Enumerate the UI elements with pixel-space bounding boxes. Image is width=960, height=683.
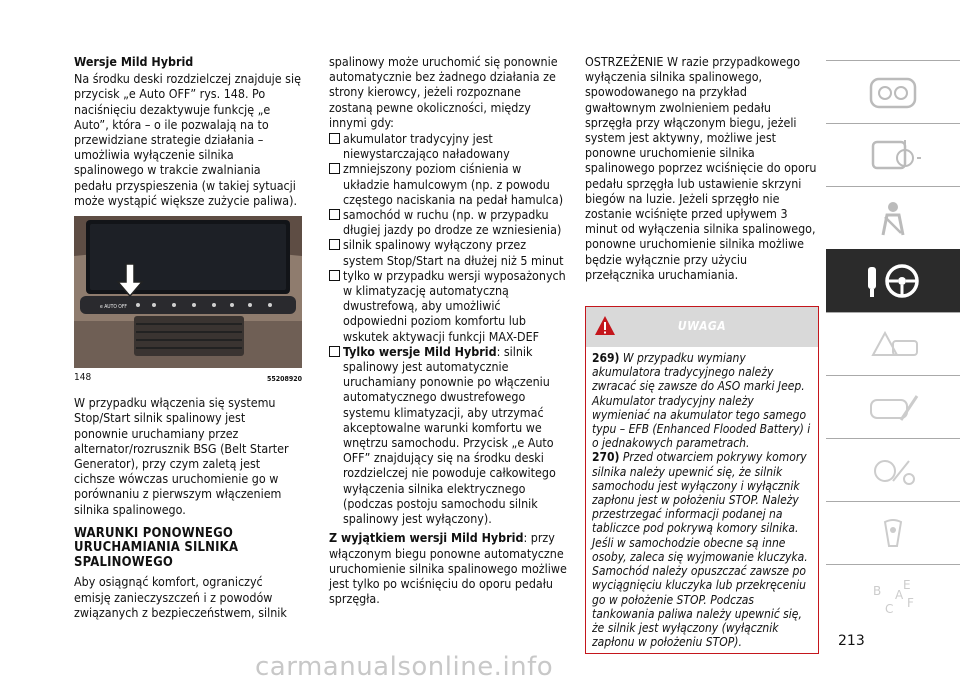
paragraph: Aby osiągnąć komfort, ograniczyć emisję zanieczyszczeń i z powodów związanych z bezpieczeństwem, silnik bbox=[74, 574, 287, 620]
caution-header bbox=[586, 307, 818, 347]
breakdown-icon bbox=[863, 325, 923, 365]
list-item: silnik spalinowy wyłączony przez system Stop/Start na dłużej niż 5 minut bbox=[329, 237, 567, 267]
tab-technical-data[interactable] bbox=[826, 438, 960, 502]
figure-dashboard-photo bbox=[74, 216, 302, 368]
svg-text:F: F bbox=[907, 595, 914, 610]
key-steering-wheel-icon bbox=[858, 259, 928, 303]
subheading-mild-hybrid: Wersje Mild Hybrid bbox=[74, 54, 194, 69]
paragraph: W przypadku włączenia się systemu Stop/Start silnik spalinowy jest ponownie uruchamiany przez alternator/rozrusznik BSG (Belt Starter Generator), przy czym zaletą jest cichsze wówczas uruchomienie go w porównaniu z pierwszym włączeniem silnika spalinowego. bbox=[74, 395, 289, 517]
caution-box bbox=[585, 306, 819, 654]
index-abc-icon bbox=[863, 575, 923, 619]
figure-code: 55208920 bbox=[266, 375, 302, 384]
figure-caption bbox=[74, 370, 302, 387]
list-item: Tylko wersje Mild Hybrid: silnik spalinowy jest automatycznie uruchamiany ponownie po włączeniu automatycznego dwustrefowego systemu klimatyzacji, aby utrzymać akceptowalne warunki komfortu we wnętrzu samochodu. Przycisk „e Auto OFF” znajdujący się na środku deski rozdzielczej nie powoduje całkowitego wyłączenia silnika elektrycznego (podczas postoju samochodu silnik spalinowy jest wyłączony). bbox=[329, 344, 567, 526]
column-left bbox=[74, 54, 302, 624]
column-right bbox=[585, 54, 817, 654]
caution-text: 269) W przypadku wymiany akumulatora tradycyjnego należy zwracać się zawsze do ASO marki Jeep. Akumulator tradycyjny należy wymieniać na akumulator tego samego typu – EFB (Enhanced Flooded Battery) i o jednakowych parametrach. 270) Przed otwarciem pokrywy komory silnika należy upewnić się, że silnik samochodu jest wyłączony i wyłącznik zapłonu jest w położeniu STOP. Należy przestrzegać informacji podanej na tabliczce pod pokrywą komory silnika. Jeśli w samochodzie obecne są inne osoby, zaleca się wyjmowanie kluczyka. Samochód należy opuszczać zawsze po wyciągnięciu kluczyka lub przekręceniu go w położenie STOP. Podczas tankowania paliwa należy upewnić się, że silnik jest wyłączony (wyłącznik zapłonu w położeniu STOP). bbox=[592, 351, 811, 650]
svg-text:B: B bbox=[873, 583, 882, 598]
seatbelt-safety-icon bbox=[863, 199, 923, 239]
dashboard-icon bbox=[863, 73, 923, 113]
section-title: WARUNKI PONOWNEGO URUCHAMIANIA SILNIKA SPALINOWEGO bbox=[74, 525, 239, 570]
checkbox-bullet-icon bbox=[329, 270, 340, 281]
figure-number: 148 bbox=[74, 372, 92, 384]
tab-maintenance[interactable] bbox=[826, 375, 960, 439]
svg-text:E: E bbox=[903, 577, 911, 592]
dashboard-illustration bbox=[74, 216, 302, 368]
checkbox-bullet-icon bbox=[329, 346, 340, 357]
list-item: samochód w ruchu (np. w przypadku długiej jazdy po drodze ze wzniesienia) bbox=[329, 207, 567, 237]
paragraph: spalinowy może uruchomić się ponownie automatycznie bez żadnego działania ze strony kierowcy, jeżeli rozpoznane zostaną pewne okoliczności, między innymi gdy: bbox=[329, 54, 558, 130]
tab-dashboard[interactable] bbox=[826, 60, 960, 124]
checkbox-bullet-icon bbox=[329, 163, 340, 174]
checkbox-bullet-icon bbox=[329, 133, 340, 144]
paragraph-warning-note: OSTRZEŻENIE W razie przypadkowego wyłączenia silnika spalinowego, spowodowanego na przykład gwałtownym zwolnieniem pedału sprzęgła przy włączonym biegu, jeżeli system jest aktywny, możliwe jest ponowne uruchomienie silnika spalinowego poprzez wciśnięcie do oporu pedału sprzęgła lub ustawienie skrzyni biegów na luzie. Jeżeli sprzęgło nie zostanie wciśnięte przed upływem 3 minut od wyłączenia silnika spalinowego, ponowne uruchomienie silnika możliwe będzie wyłącznie przy użyciu przełącznika uruchamiania. bbox=[585, 54, 817, 282]
list-item: tylko w przypadku wersji wyposażonych w klimatyzację automatyczną dwustrefową, aby umożliwić odpowiedni poziom komfortu lub wskutek aktywacji funkcji MAX-DEF bbox=[329, 268, 567, 344]
paragraph: Z wyjątkiem wersji Mild Hybrid: przy włączonym biegu ponowne automatyczne uruchomienie silnika spalinowego możliwe jest tylko po wciśnięciu do oporu pedału sprzęgła. bbox=[329, 530, 567, 607]
technical-data-icon bbox=[863, 451, 923, 491]
paragraph: Na środku deski rozdzielczej znajduje się przycisk „e Auto OFF” rys. 148. Po naciśnięciu dezaktywuje funkcję „e Auto”, która – o ile pozwalają na to przewidziane strategie działania – umożliwia wyłączenie silnika spalinowego w trakcie zwalniania pedału przyspieszenia (w takiej sytuacji może wystąpić większe zużycie paliwa). bbox=[74, 71, 301, 208]
tab-safety[interactable] bbox=[826, 186, 960, 250]
svg-text:A: A bbox=[895, 587, 904, 602]
list-item: akumulator tradycyjny jest niewystarczająco naładowany bbox=[329, 131, 567, 161]
caution-label: UWAGA bbox=[677, 319, 727, 334]
list-item: zmniejszony poziom ciśnienia w układzie hamulcowym (np. z powodu częstego naciskania na pedał hamulca) bbox=[329, 161, 567, 207]
tab-starting-driving[interactable] bbox=[826, 249, 960, 312]
tab-index[interactable] bbox=[826, 564, 960, 628]
warning-light-icon bbox=[863, 136, 923, 176]
service-wrench-icon bbox=[863, 388, 923, 428]
multimedia-icon bbox=[863, 514, 923, 554]
column-middle bbox=[329, 54, 567, 610]
svg-text:e AUTO OFF: e AUTO OFF bbox=[100, 304, 127, 311]
page-number: 213 bbox=[838, 633, 865, 649]
svg-text:C: C bbox=[885, 601, 894, 616]
tab-multimedia[interactable] bbox=[826, 501, 960, 565]
watermark: carmanualsonline.info bbox=[255, 652, 554, 682]
checkbox-bullet-icon bbox=[329, 239, 340, 250]
checkbox-bullet-icon bbox=[329, 209, 340, 220]
tab-emergency[interactable] bbox=[826, 312, 960, 376]
tab-warning-lights[interactable] bbox=[826, 123, 960, 187]
